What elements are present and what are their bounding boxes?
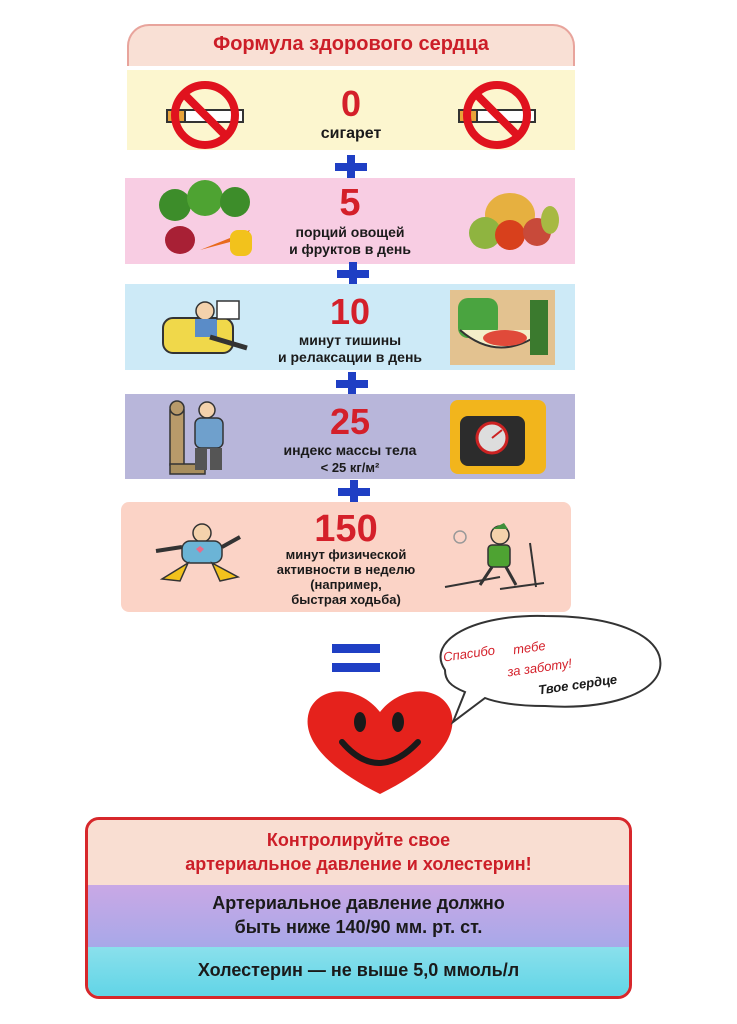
cholesterol-band (88, 947, 629, 999)
pressure-line-2: быть ниже 140/90 мм. рт. ст. (234, 917, 483, 937)
speech-text-2: тебе (512, 637, 547, 658)
item-caption: (например, (310, 577, 382, 592)
pressure-line-1: Артериальное давление должно (212, 893, 505, 913)
relaxing-man-icon (155, 293, 255, 363)
fruits-icon (455, 185, 565, 255)
bottom-info-box (85, 817, 632, 999)
running-man-icon (150, 523, 245, 585)
cholesterol-text: Холестерин — не выше 5,0 ммоль/л (197, 960, 520, 980)
item-caption: и релаксации в день (277, 349, 423, 365)
equals-icon (332, 644, 380, 674)
no-smoking-icon (447, 80, 547, 150)
no-smoking-icon (155, 80, 255, 150)
header-line-1: Контролируйте свое (266, 830, 451, 850)
item-caption: < 25 кг/м² (320, 460, 380, 475)
plus-icon (336, 372, 368, 396)
skier-icon (440, 523, 545, 591)
header-line-2: артериальное давление и холестерин! (185, 854, 532, 874)
bottom-header (88, 820, 629, 885)
item-caption: порций овощей (295, 224, 405, 240)
page-title: Формула здорового сердца (213, 33, 489, 55)
item-caption: активности в неделю (276, 562, 416, 577)
item-number: 150 (314, 508, 378, 550)
speech-text-1: Спасибо (442, 642, 496, 665)
title-tab (127, 24, 575, 66)
item-number: 5 (339, 182, 361, 224)
item-caption: быстрая ходьба) (291, 592, 401, 607)
item-caption: минут тишины (298, 332, 402, 348)
plus-icon (337, 262, 369, 286)
hammock-icon (450, 290, 555, 365)
item-caption: и фруктов в день (289, 241, 411, 257)
vegetables-icon (150, 180, 265, 260)
item-caption: сигарет (320, 125, 382, 142)
speech-text-3: за заботу! (506, 655, 573, 680)
item-caption: минут физической (285, 547, 407, 562)
plus-icon (338, 480, 370, 504)
plus-icon (335, 155, 367, 179)
speech-text-4: Твое сердце (537, 671, 618, 698)
item-caption: индекс массы тела (283, 442, 417, 458)
weight-scale-icon (448, 398, 548, 476)
item-number: 25 (329, 401, 371, 442)
pressure-band (88, 885, 629, 947)
scale-man-icon (165, 398, 245, 478)
item-number: 10 (329, 291, 371, 332)
item-number: 0 (340, 83, 362, 124)
